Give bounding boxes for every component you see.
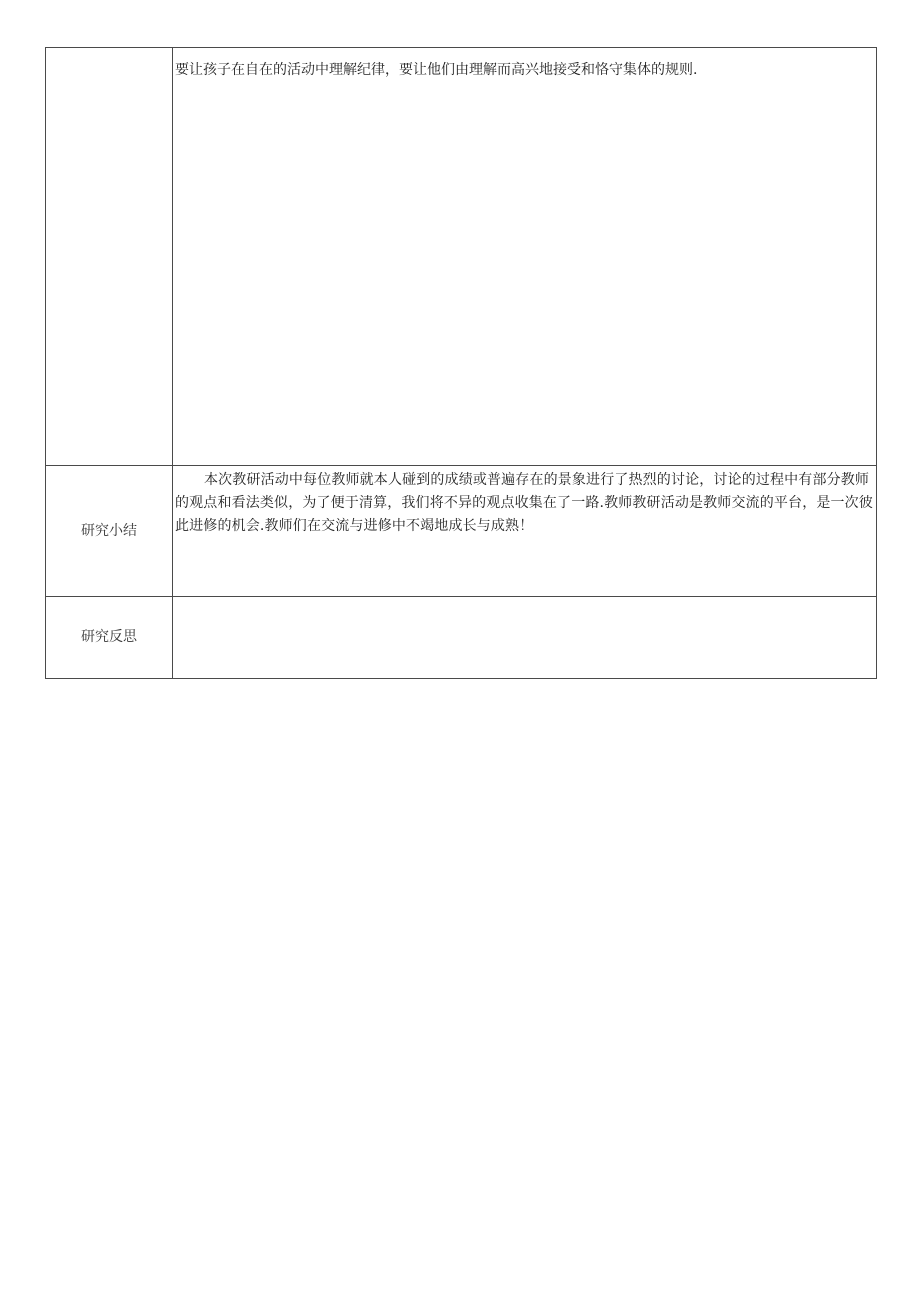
summary-text: 本次教研活动中每位教师就本人碰到的成绩或普遍存在的景象进行了热烈的讨论，讨论的过程中有部分教师的观点和看法类似，为了便于清算，我们将不异的观点收集在了一路.教师教研活动是教师交流的平台，是一次彼此进修的机会.教师们在交流与进修中不竭地成长与成熟！ [175,472,873,534]
record-table [45,47,877,679]
continuation-text: 要让孩子在自在的活动中理解纪律，要让他们由理解而高兴地接受和恪守集体的规则. [175,62,698,78]
table-row-summary [46,466,877,597]
row-content-reflection [173,597,877,679]
row-label-reflection: 研究反思 [46,597,173,679]
row-label-empty [46,48,173,466]
row-content-continuation [173,48,877,466]
row-content-summary [173,466,877,597]
table-row-reflection [46,597,877,679]
table-row-continuation [46,48,877,466]
row-label-summary: 研究小结 [46,466,173,597]
